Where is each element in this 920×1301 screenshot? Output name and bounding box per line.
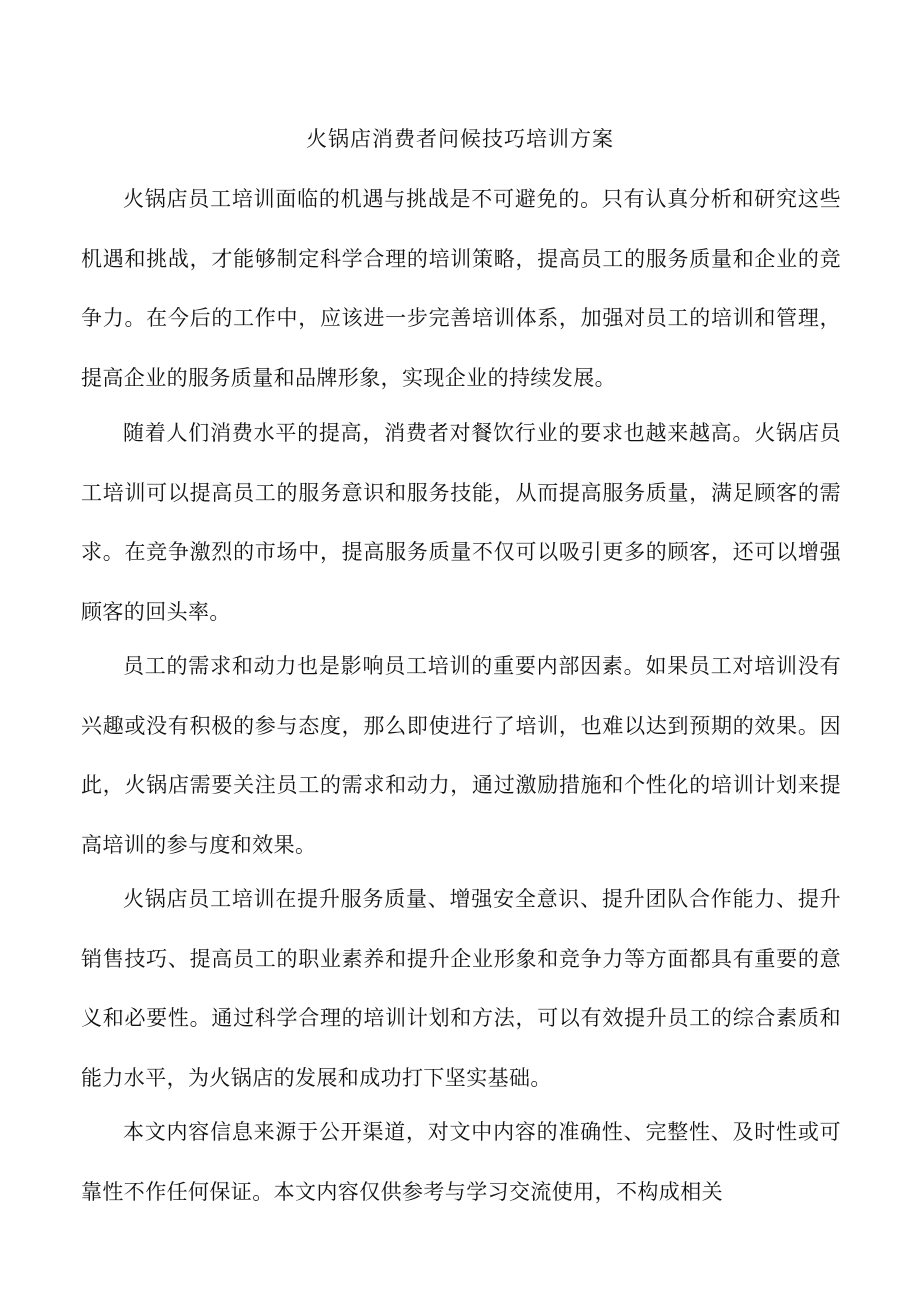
paragraph-3: 员工的需求和动力也是影响员工培训的重要内部因素。如果员工对培训没有兴趣或没有积极的参与态度，那么即使进行了培训，也难以达到预期的效果。因此，火锅店需要关注员工的需求和动力，通过激励措施和个性化的培训计划来提高培训的参与度和效果。 [81, 654, 841, 857]
paragraph-5: 本文内容信息来源于公开渠道，对文中内容的准确性、完整性、及时性或可靠性不作任何保证。本文内容仅供参考与学习交流使用，不构成相关 [81, 1120, 841, 1204]
paragraph-2: 随着人们消费水平的提高，消费者对餐饮行业的要求也越来越高。火锅店员工培训可以提高员工的服务意识和服务技能，从而提高服务质量，满足顾客的需求。在竞争激烈的市场中，提高服务质量不仅可以吸引更多的顾客，还可以增强顾客的回头率。 [81, 421, 841, 624]
paragraph-4: 火锅店员工培训在提升服务质量、增强安全意识、提升团队合作能力、提升销售技巧、提高员工的职业素养和提升企业形象和竞争力等方面都具有重要的意义和必要性。通过科学合理的培训计划和方法，可以有效提升员工的综合素质和能力水平，为火锅店的发展和成功打下坚实基础。 [81, 887, 841, 1090]
paragraph-1: 火锅店员工培训面临的机遇与挑战是不可避免的。只有认真分析和研究这些机遇和挑战，才能够制定科学合理的培训策略，提高员工的服务质量和企业的竞争力。在今后的工作中，应该进一步完善培训体系，加强对员工的培训和管理，提高企业的服务质量和品牌形象，实现企业的持续发展。 [81, 187, 841, 390]
document-title: 火锅店消费者问候技巧培训方案 [306, 127, 614, 151]
